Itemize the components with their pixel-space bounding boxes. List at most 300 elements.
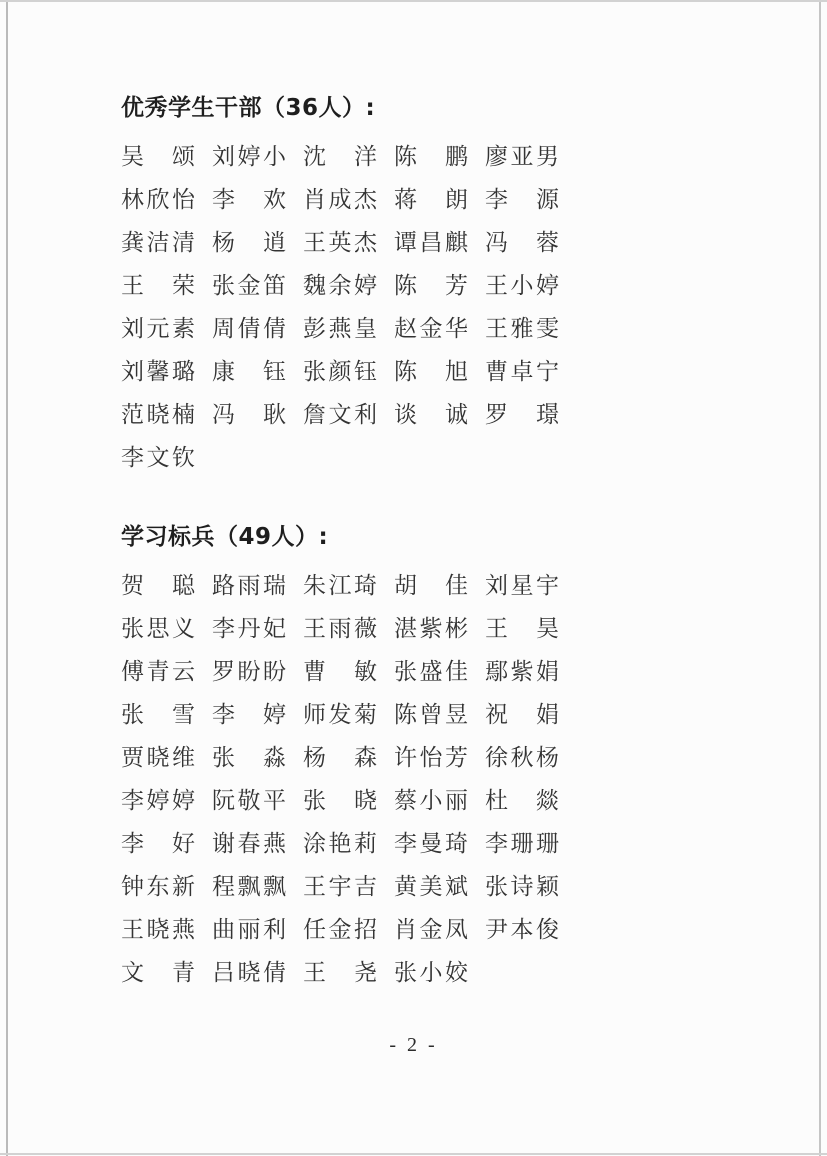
student-name	[212, 703, 286, 727]
student-name-char: 杨	[303, 745, 326, 770]
student-name-char: 晓	[146, 745, 170, 770]
student-name-char: 杜	[485, 788, 508, 813]
student-name-char: 李	[394, 831, 417, 856]
student-name-char: 青	[172, 960, 195, 985]
student-name-char: 贺	[121, 573, 144, 598]
student-name-char: 吴	[121, 144, 144, 169]
student-name	[303, 188, 377, 212]
student-name-char: 许	[394, 745, 417, 770]
student-name	[394, 188, 468, 212]
student-name-char: 盼	[237, 659, 261, 684]
student-name-char: 冯	[212, 402, 235, 427]
student-name-char: 雅	[510, 316, 534, 341]
student-name	[394, 274, 468, 298]
student-name	[485, 617, 559, 641]
student-name-char: 芳	[445, 273, 468, 298]
student-name-char: 康	[212, 359, 235, 384]
student-name	[121, 875, 195, 899]
student-name-char: 王	[303, 616, 326, 641]
student-name-char: 黄	[394, 874, 417, 899]
student-name	[485, 274, 559, 298]
student-name-char: 新	[172, 874, 195, 899]
student-name-char: 紫	[510, 659, 534, 684]
student-name-char: 张	[121, 702, 144, 727]
student-name-char: 颜	[328, 359, 352, 384]
student-name-char: 卓	[510, 359, 534, 384]
student-name-char: 艳	[328, 831, 352, 856]
student-name-char: 詹	[303, 402, 326, 427]
student-name-char: 利	[263, 917, 286, 942]
student-name-char: 清	[172, 230, 195, 255]
student-name-char: 成	[328, 187, 352, 212]
student-name-char: 张	[212, 273, 235, 298]
student-name-char: 祝	[485, 702, 508, 727]
name-rows-outstanding-student-cadres	[121, 145, 767, 470]
student-name-char: 张	[303, 359, 326, 384]
student-name-char: 曹	[303, 659, 326, 684]
student-name-char: 张	[212, 745, 235, 770]
student-name-char: 雯	[536, 316, 559, 341]
section-outstanding-student-cadres	[121, 95, 767, 470]
student-name-char: 涂	[303, 831, 326, 856]
student-name	[121, 274, 195, 298]
student-name-char: 男	[536, 144, 559, 169]
student-name-char: 陈	[394, 273, 417, 298]
student-name-char: 曼	[419, 831, 443, 856]
student-name-char: 洁	[146, 230, 170, 255]
student-name-char: 琦	[445, 831, 468, 856]
student-name-char: 程	[212, 874, 235, 899]
student-name-char: 罗	[212, 659, 235, 684]
student-name-char: 平	[263, 788, 286, 813]
student-name-char: 文	[146, 445, 170, 470]
student-name	[121, 403, 195, 427]
student-name	[303, 918, 377, 942]
student-name-char: 晓	[237, 960, 261, 985]
student-name-char: 龚	[121, 230, 144, 255]
student-name-char: 赵	[394, 316, 417, 341]
name-row	[121, 617, 767, 641]
student-name-char: 金	[419, 316, 443, 341]
student-name-char: 文	[328, 402, 352, 427]
student-name-char: 蓉	[536, 230, 559, 255]
student-name-char: 逍	[263, 230, 286, 255]
student-name-char: 颂	[172, 144, 195, 169]
student-name-char: 星	[510, 573, 534, 598]
student-name-char: 任	[303, 917, 326, 942]
student-name-char: 师	[303, 702, 326, 727]
student-name	[485, 660, 559, 684]
student-name-char: 张	[485, 874, 508, 899]
student-name	[303, 317, 377, 341]
student-name-char: 亚	[510, 144, 534, 169]
student-name-char: 王	[303, 874, 326, 899]
student-name-char: 雨	[328, 616, 352, 641]
student-name	[394, 961, 468, 985]
student-name	[212, 832, 286, 856]
student-name-char: 张	[394, 659, 417, 684]
student-name-char: 英	[328, 230, 352, 255]
student-name-char: 菊	[354, 702, 377, 727]
student-name-char: 华	[445, 316, 468, 341]
student-name	[212, 875, 286, 899]
student-name-char: 婷	[237, 144, 261, 169]
student-name-char: 敬	[237, 788, 261, 813]
student-name	[121, 789, 195, 813]
student-name-char: 本	[510, 917, 534, 942]
student-name-char: 笛	[263, 273, 286, 298]
student-name-char: 刘	[121, 316, 144, 341]
student-name-char: 刘	[121, 359, 144, 384]
student-name	[121, 617, 195, 641]
student-name-char: 晓	[146, 917, 170, 942]
student-name-char: 皇	[354, 316, 377, 341]
student-name-char: 张	[121, 616, 144, 641]
student-name-char: 盼	[263, 659, 286, 684]
student-name	[121, 360, 195, 384]
name-row	[121, 832, 767, 856]
student-name-char: 晓	[146, 402, 170, 427]
student-name-char: 发	[328, 702, 352, 727]
student-name-char: 文	[121, 960, 144, 985]
student-name	[485, 317, 559, 341]
student-name-char: 胡	[394, 573, 417, 598]
student-name	[212, 231, 286, 255]
student-name-char: 彬	[445, 616, 468, 641]
student-name-char: 朗	[445, 187, 468, 212]
name-row	[121, 403, 767, 427]
student-name-char: 鄢	[485, 659, 508, 684]
student-name-char: 飘	[263, 874, 286, 899]
student-name-char: 刘	[212, 144, 235, 169]
student-name	[303, 274, 377, 298]
scan-edge-top	[0, 0, 827, 2]
student-name-char: 蔡	[394, 788, 417, 813]
student-name	[212, 660, 286, 684]
student-name-char: 秋	[510, 745, 534, 770]
student-name-char: 傅	[121, 659, 144, 684]
student-name-char: 徐	[485, 745, 508, 770]
student-name-char: 盛	[419, 659, 443, 684]
student-name	[212, 274, 286, 298]
student-name	[394, 703, 468, 727]
student-name-char: 陈	[394, 702, 417, 727]
student-name-char: 怡	[172, 187, 195, 212]
student-name	[303, 403, 377, 427]
student-name-char: 妃	[263, 616, 286, 641]
student-name-char: 小	[263, 144, 286, 169]
student-name-char: 钦	[172, 445, 195, 470]
student-name-char: 燕	[263, 831, 286, 856]
student-name-char: 璐	[172, 359, 195, 384]
name-row	[121, 231, 767, 255]
name-row	[121, 918, 767, 942]
student-name-char: 娟	[536, 659, 559, 684]
student-name-char: 姣	[445, 960, 468, 985]
student-name-char: 金	[419, 917, 443, 942]
student-name-char: 蒋	[394, 187, 417, 212]
student-name-char: 荣	[172, 273, 195, 298]
student-name-char: 王	[485, 273, 508, 298]
student-name-char: 宇	[328, 874, 352, 899]
student-name-char: 李	[485, 831, 508, 856]
name-row	[121, 746, 767, 770]
student-name-char: 源	[536, 187, 559, 212]
student-name-char: 廖	[485, 144, 508, 169]
student-name-char: 鹏	[445, 144, 468, 169]
student-name-char: 昌	[419, 230, 443, 255]
student-name-char: 宁	[536, 359, 559, 384]
section-study-models	[121, 524, 767, 985]
student-name-char: 东	[146, 874, 170, 899]
student-name-char: 贾	[121, 745, 144, 770]
student-name-char: 婷	[172, 788, 195, 813]
student-name-char: 尧	[354, 960, 377, 985]
student-name-char: 婷	[354, 273, 377, 298]
student-name-char: 朱	[303, 573, 326, 598]
student-name-char: 吕	[212, 960, 235, 985]
student-name-char: 丽	[445, 788, 468, 813]
student-name-char: 王	[121, 273, 144, 298]
student-name	[212, 918, 286, 942]
scan-edge-left	[6, 0, 8, 1156]
student-name-char: 丽	[237, 917, 261, 942]
student-name	[394, 918, 468, 942]
student-name-char: 敏	[354, 659, 377, 684]
student-name-char: 王	[303, 230, 326, 255]
student-name-char: 小	[419, 788, 443, 813]
student-name-char: 余	[328, 273, 352, 298]
student-name-char: 江	[328, 573, 352, 598]
student-name-char: 张	[303, 788, 326, 813]
student-name	[121, 746, 195, 770]
student-name	[121, 918, 195, 942]
student-name-char: 薇	[354, 616, 377, 641]
student-name-char: 李	[121, 831, 144, 856]
student-name-char: 利	[354, 402, 377, 427]
student-name-char: 琦	[354, 573, 377, 598]
student-name-char: 好	[172, 831, 195, 856]
student-name	[394, 145, 468, 169]
student-name-char: 倩	[263, 960, 286, 985]
student-name-char: 婷	[536, 273, 559, 298]
name-row	[121, 360, 767, 384]
student-name-char: 云	[172, 659, 195, 684]
student-name	[121, 231, 195, 255]
student-name	[394, 403, 468, 427]
student-name-char: 肖	[303, 187, 326, 212]
student-name-char: 谈	[394, 402, 417, 427]
student-name	[303, 789, 377, 813]
student-name-char: 雪	[172, 702, 195, 727]
student-name	[394, 789, 468, 813]
student-name-char: 佳	[445, 659, 468, 684]
student-name-char: 肖	[394, 917, 417, 942]
name-row	[121, 188, 767, 212]
student-name-char: 周	[212, 316, 235, 341]
student-name-char: 雨	[237, 573, 261, 598]
student-name-char: 陈	[394, 359, 417, 384]
student-name-char: 斌	[445, 874, 468, 899]
student-name	[485, 703, 559, 727]
student-name-char: 莉	[354, 831, 377, 856]
student-name-char: 欢	[263, 187, 286, 212]
student-name-char: 维	[172, 745, 195, 770]
student-name-char: 思	[146, 616, 170, 641]
student-name-char: 昱	[445, 702, 468, 727]
student-name-char: 曲	[212, 917, 235, 942]
student-name	[485, 832, 559, 856]
student-name-char: 陈	[394, 144, 417, 169]
student-name	[212, 789, 286, 813]
student-name	[394, 660, 468, 684]
student-name	[303, 703, 377, 727]
student-name	[121, 961, 195, 985]
student-name-char: 美	[419, 874, 443, 899]
name-row	[121, 875, 767, 899]
student-name-char: 馨	[146, 359, 170, 384]
student-name	[121, 832, 195, 856]
student-name-char: 颖	[536, 874, 559, 899]
student-name	[212, 403, 286, 427]
scan-edge-right	[819, 0, 821, 1156]
student-name	[485, 789, 559, 813]
student-name-char: 小	[419, 960, 443, 985]
student-name-char: 燕	[328, 316, 352, 341]
student-name-char: 谢	[212, 831, 235, 856]
student-name-char: 冯	[485, 230, 508, 255]
student-name-char: 湛	[394, 616, 417, 641]
student-name-char: 倩	[263, 316, 286, 341]
student-name	[121, 317, 195, 341]
name-row	[121, 703, 767, 727]
student-name	[485, 403, 559, 427]
student-name-char: 珊	[536, 831, 559, 856]
student-name	[212, 961, 286, 985]
student-name-char: 林	[121, 187, 144, 212]
student-name	[121, 145, 195, 169]
student-name	[212, 145, 286, 169]
student-name	[121, 446, 195, 470]
student-name-char: 诗	[510, 874, 534, 899]
student-name-char: 青	[146, 659, 170, 684]
student-name-char: 聪	[172, 573, 195, 598]
student-name-char: 张	[394, 960, 417, 985]
student-name-char: 麒	[445, 230, 468, 255]
student-name-char: 杰	[354, 230, 377, 255]
student-name-char: 义	[172, 616, 195, 641]
student-name-char: 怡	[419, 745, 443, 770]
student-name	[485, 145, 559, 169]
student-name-char: 魏	[303, 273, 326, 298]
student-name	[303, 617, 377, 641]
student-name-char: 李	[121, 788, 144, 813]
student-name-char: 春	[237, 831, 261, 856]
student-name-char: 曾	[419, 702, 443, 727]
student-name	[121, 188, 195, 212]
name-row	[121, 446, 767, 470]
student-name	[212, 746, 286, 770]
student-name-char: 钰	[354, 359, 377, 384]
student-name	[212, 617, 286, 641]
student-name-char: 倩	[237, 316, 261, 341]
student-name	[394, 360, 468, 384]
student-name-char: 王	[485, 316, 508, 341]
student-name-char: 欣	[146, 187, 170, 212]
student-name-char: 芳	[445, 745, 468, 770]
student-name	[485, 574, 559, 598]
student-name-char: 李	[212, 187, 235, 212]
student-name-char: 王	[121, 917, 144, 942]
student-name-char: 凤	[445, 917, 468, 942]
student-name-char: 李	[212, 616, 235, 641]
student-name-char: 杨	[212, 230, 235, 255]
student-name-char: 招	[354, 917, 377, 942]
student-name-char: 燚	[536, 788, 559, 813]
student-name-char: 素	[172, 316, 195, 341]
student-name	[394, 875, 468, 899]
student-name-char: 丹	[237, 616, 261, 641]
student-name	[485, 746, 559, 770]
student-name-char: 曹	[485, 359, 508, 384]
student-name	[303, 660, 377, 684]
student-name	[212, 317, 286, 341]
student-name-char: 吉	[354, 874, 377, 899]
student-name-char: 燕	[172, 917, 195, 942]
student-name-char: 李	[212, 702, 235, 727]
student-name	[394, 746, 468, 770]
student-name-char: 阮	[212, 788, 235, 813]
student-name-char: 路	[212, 573, 235, 598]
student-name-char: 昊	[536, 616, 559, 641]
student-name	[121, 703, 195, 727]
name-row	[121, 145, 767, 169]
student-name	[303, 145, 377, 169]
student-name-char: 罗	[485, 402, 508, 427]
student-name	[485, 188, 559, 212]
name-rows-study-models	[121, 574, 767, 985]
student-name-char: 婷	[146, 788, 170, 813]
student-name-char: 谭	[394, 230, 417, 255]
student-name-char: 旭	[445, 359, 468, 384]
student-name-char: 尹	[485, 917, 508, 942]
student-name	[212, 188, 286, 212]
student-name	[303, 832, 377, 856]
student-name-char: 俊	[536, 917, 559, 942]
page-number: - 2 -	[389, 1034, 438, 1056]
student-name-char: 楠	[172, 402, 195, 427]
student-name-char: 瑞	[263, 573, 286, 598]
student-name-char: 娟	[536, 702, 559, 727]
student-name	[212, 574, 286, 598]
student-name-char: 紫	[419, 616, 443, 641]
scan-edge-bottom	[0, 1153, 827, 1155]
student-name	[485, 918, 559, 942]
student-name-char: 宇	[536, 573, 559, 598]
student-name	[121, 660, 195, 684]
student-name-char: 杰	[354, 187, 377, 212]
student-name-char: 范	[121, 402, 144, 427]
student-name-char: 淼	[263, 745, 286, 770]
name-row	[121, 574, 767, 598]
student-name-char: 小	[510, 273, 534, 298]
student-name	[485, 875, 559, 899]
student-name-char: 元	[146, 316, 170, 341]
student-name-char: 李	[485, 187, 508, 212]
student-name-char: 彭	[303, 316, 326, 341]
name-row	[121, 961, 767, 985]
student-name-char: 婷	[263, 702, 286, 727]
